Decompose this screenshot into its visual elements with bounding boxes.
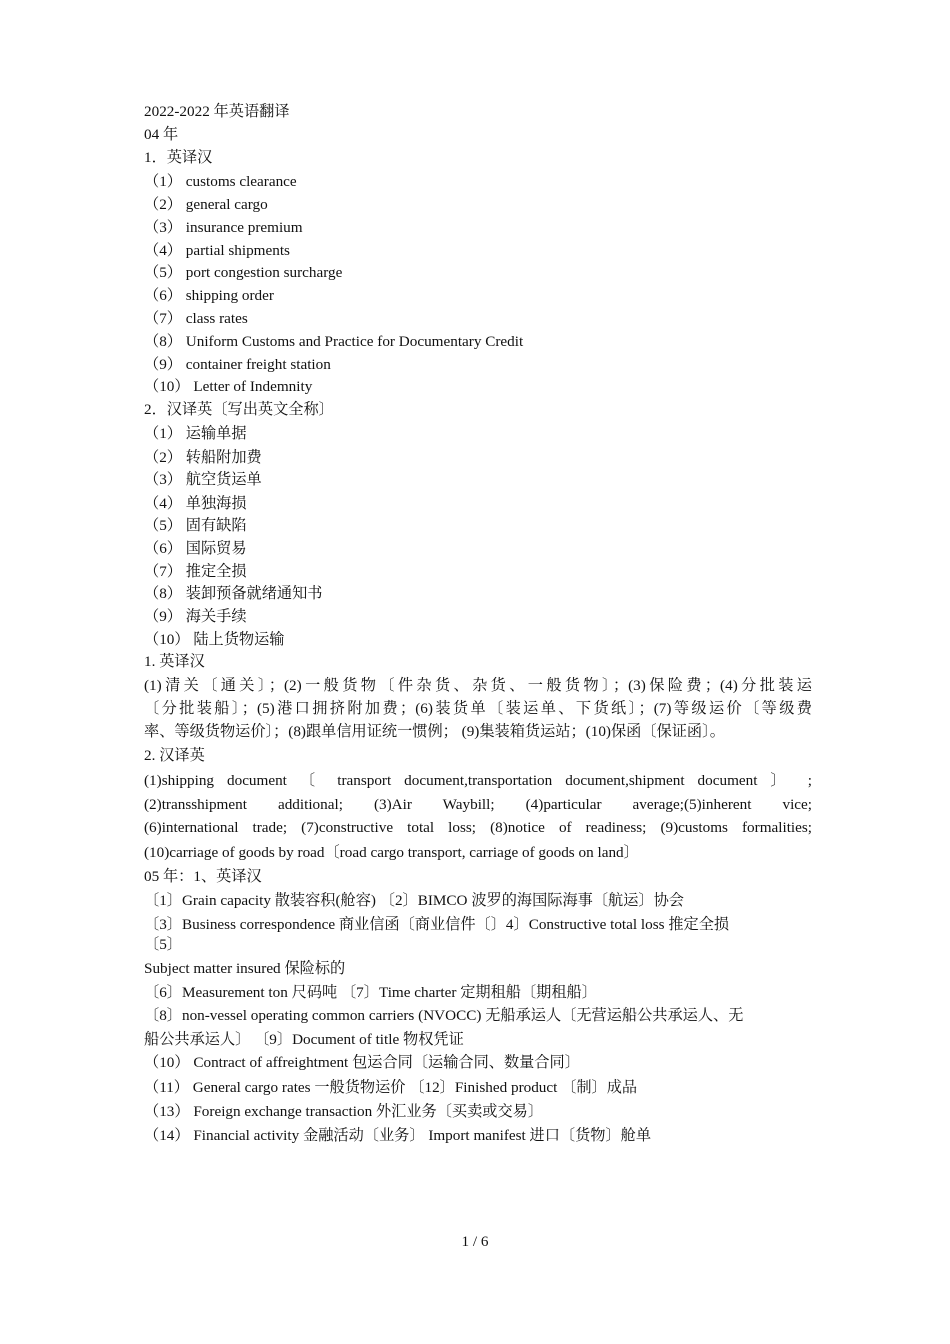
q2-3: （3） 航空货运单 <box>144 471 262 488</box>
q1-2: （2） general cargo <box>144 196 268 213</box>
heading-zh-en: 2．汉译英〔写出英文全称〕 <box>144 401 334 418</box>
q2-8: （8） 装卸预备就绪通知书 <box>144 585 323 602</box>
answer-2-line-3: (6)international trade; (7)constructive total loss; (8)notice of readiness; (9)customs formalities; <box>144 819 812 836</box>
y05-line-4: Subject matter insured 保险标的 <box>144 960 346 977</box>
y05-line-5: 〔6〕Measurement ton 尺码吨 〔7〕Time charter 定期租船〔期租船〕 <box>144 984 597 1001</box>
answer-2-line-4: (10)carriage of goods by road〔road cargo transport, carriage of goods on land〕 <box>144 844 639 861</box>
q2-4: （4） 单独海损 <box>144 495 247 512</box>
q2-1: （1） 运输单据 <box>144 425 247 442</box>
answer-heading-2: 2. 汉译英 <box>144 747 205 764</box>
y05-line-8: （10） Contract of affreightment 包运合同〔运输合同、数量合同〕 <box>144 1054 580 1071</box>
y05-line-11: （14） Financial activity 金融活动〔业务〕 Import manifest 进口〔货物〕舱单 <box>144 1127 652 1144</box>
q2-2: （2） 转船附加费 <box>144 449 262 466</box>
heading-en-zh: 1．英译汉 <box>144 149 213 166</box>
q1-8: （8） Uniform Customs and Practice for Documentary Credit <box>144 333 524 350</box>
q1-10: （10） Letter of Indemnity <box>144 378 313 395</box>
y05-line-7: 船公共承运人〕 〔9〕Document of title 物权凭证 <box>144 1031 464 1048</box>
answer-heading-1: 1. 英译汉 <box>144 653 205 670</box>
y05-line-2: 〔3〕Business correspondence 商业信函〔商业信件〔〕4〕Constructive total loss 推定全损 <box>144 916 730 933</box>
q1-5: （5） port congestion surcharge <box>144 264 343 281</box>
q2-5: （5） 固有缺陷 <box>144 517 247 534</box>
y05-line-1: 〔1〕Grain capacity 散装容积(舱容) 〔2〕BIMCO 波罗的海国际海事〔航运〕协会 <box>144 892 684 909</box>
answer-1-line-2: 〔分批装船〕；(5)港口拥挤附加费；(6)装货单〔装运单、下货纸〕；(7)等级运价〔等级费 <box>144 700 812 717</box>
page-number: 1 / 6 <box>461 1233 489 1250</box>
q1-4: （4） partial shipments <box>144 242 290 259</box>
q1-6: （6） shipping order <box>144 287 274 304</box>
q2-7: （7） 推定全损 <box>144 563 247 580</box>
y05-line-6: 〔8〕non-vessel operating common carriers (NVOCC) 无船承运人〔无营运船公共承运人、无 <box>144 1007 744 1024</box>
year-05-heading: 05 年：1、英译汉 <box>144 868 262 885</box>
answer-2-line-2: (2)transshipment additional; (3)Air Waybill; (4)particular average;(5)inherent vice; <box>144 796 812 813</box>
q1-3: （3） insurance premium <box>144 219 303 236</box>
answer-2-line-1: (1)shipping document 〔 transport document,transportation document,shipment document 〕 ; <box>144 772 812 789</box>
q1-1: （1） customs clearance <box>144 173 297 190</box>
doc-title: 2022-2022 年英语翻译 <box>144 103 290 120</box>
q1-7: （7） class rates <box>144 310 248 327</box>
y05-line-3: 〔5〕 <box>144 936 182 953</box>
year-04: 04 年 <box>144 126 179 143</box>
y05-line-10: （13） Foreign exchange transaction 外汇业务〔买卖或交易〕 <box>144 1103 544 1120</box>
answer-1-line-1: (1)清关〔通关〕；(2)一般货物〔件杂货、杂货、一般货物〕；(3)保险费；(4)分批装运 <box>144 677 812 694</box>
q2-9: （9） 海关手续 <box>144 608 247 625</box>
q2-10: （10） 陆上货物运输 <box>144 631 285 648</box>
q1-9: （9） container freight station <box>144 356 331 373</box>
y05-line-9: （11） General cargo rates 一般货物运价 〔12〕Finished product 〔制〕成品 <box>144 1079 638 1096</box>
answer-1-line-3: 率、等级货物运价〕；(8)跟单信用证统一惯例； (9)集装箱货运站；(10)保函〔保证函〕。 <box>144 723 725 740</box>
q2-6: （6） 国际贸易 <box>144 540 247 557</box>
